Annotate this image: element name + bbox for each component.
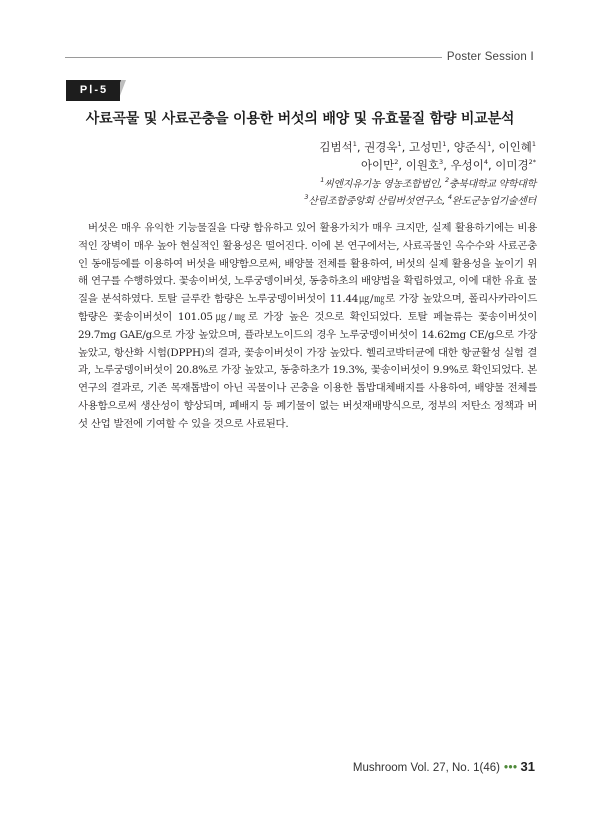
affiliation-mark: 2 bbox=[445, 176, 449, 184]
affiliation-mark: 4 bbox=[447, 193, 452, 201]
author-name: 이인혜 bbox=[498, 140, 532, 154]
author-line-2: 아이만$^2$, 이원호$^3$, 우성이$^4$, 이미경$^{2*}$ bbox=[360, 158, 536, 172]
page-number: 31 bbox=[520, 759, 535, 774]
author-affil-mark: 1 bbox=[531, 140, 536, 148]
affiliation-name: 충북대학교 약학대학 bbox=[448, 179, 536, 190]
page-footer bbox=[353, 759, 535, 774]
author-affil-mark: 1 bbox=[487, 140, 492, 148]
author-name: 권경욱 bbox=[364, 140, 398, 154]
paper-title: 사료곡물 및 사료곤충을 이용한 버섯의 배양 및 유효물질 함량 비교분석 bbox=[85, 111, 515, 127]
author-affil-mark: 1 bbox=[352, 140, 357, 148]
affiliation-line-1: $^1$씨엔지유기농 영농조합법인, $^2$충북대학교 약학대학 bbox=[320, 176, 536, 190]
author-name: 우성이 bbox=[450, 158, 484, 172]
abstract-body: 버섯은 매우 유익한 기능물질을 다량 함유하고 있어 활용가치가 매우 크지만, 실제 활용하기에는 비용적인 장벽이 매우 높아 현실적인 활용성은 떨어진다. 이에 본 연구에서는, 사료곡물인 옥수수와 사료곤충인 동애등에를 이용하여 버섯을 배양함으로써, 배양물 전체를 활용하여, 버섯의 실제 활용성을 높이기 위해 연구를 수행하였다. 꽃송이버섯, 노루궁뎅이버섯, 동충하초의 배양법을 확립하였고, 이에 대한 유효 물질을 분석하였다. 토탈 글루칸 함량은 노루궁뎅이버섯이 11.44㎍/㎎로 가장 높았으며, 폴리사카라이드 함량은 꽃송이버섯이 101.05㎍/㎎로 가장 높은 것으로 확인되었다. 토탈 페놀류는 꽃송이버섯이 29.7mg GAE/g으로 가장 높았으며, 플라보노이드의 경우 노루궁뎅이버섯이 14.62mg CE/g으로 가장 높았고, 항산화 시험(DPPH)의 결과, 꽃송이버섯이 가장 높았다. 헬리코박터균에 대한 항균활성 실험 결과, 노루궁뎅이버섯이 20.8%로 가장 높았고, 동충하초가 19.3%, 꽃송이버섯이 9.9%로 확인되었다. 본 연구의 결과로, 기존 목재톱밥이 아닌 곡물이나 곤충을 이용한 톱밥대체배지를 사용하여, 배양물 전체를 사용함으로써 생산성이 향상되며, 폐배지 등 폐기물이 없는 버섯재배방식으로, 정부의 저탄소 정책과 버섯 산업 발전에 기여할 수 있을 것으로 사료된다. bbox=[78, 222, 537, 430]
author-affil-mark: 2* bbox=[528, 158, 536, 166]
author-list bbox=[319, 138, 536, 174]
affiliation-name: 산림조합중앙회 산림버섯연구소 bbox=[308, 196, 443, 207]
author-affil-mark: 4 bbox=[483, 158, 488, 166]
affiliation-mark: 1 bbox=[320, 176, 325, 184]
author-name: 이원호 bbox=[405, 158, 440, 172]
affiliation-name: 완도군농업기술센터 bbox=[451, 196, 536, 207]
affiliation-mark: 3 bbox=[304, 193, 309, 201]
author-name: 고성민 bbox=[408, 140, 443, 154]
author-affil-mark: 1 bbox=[442, 140, 447, 148]
journal-citation: Mushroom Vol. 27, No. 1(46) bbox=[352, 762, 500, 774]
author-name: 이미경 bbox=[495, 158, 529, 172]
header-rule bbox=[65, 57, 442, 58]
affiliation-name: 씨엔지유기농 영농조합법인 bbox=[324, 179, 440, 190]
author-name: 양준식 bbox=[453, 140, 488, 154]
session-code-badge: PⅠ-5 bbox=[66, 80, 120, 101]
affiliation-list bbox=[304, 176, 536, 210]
author-name: 김범석 bbox=[319, 140, 353, 154]
author-line-1: 김범석$^1$, 권경욱$^1$, 고성민$^1$, 양준식$^1$, 이인혜$^1$ bbox=[319, 140, 536, 154]
affiliation-line-2: $^3$산림조합중앙회 산림버섯연구소, $^4$완도군농업기술센터 bbox=[304, 193, 536, 207]
author-name: 아이만 bbox=[360, 158, 395, 172]
author-affil-mark: 1 bbox=[397, 140, 402, 148]
running-header: Poster Session Ⅰ bbox=[446, 51, 534, 63]
ellipsis-dots-icon: ••• bbox=[503, 762, 518, 774]
author-affil-mark: 3 bbox=[439, 158, 444, 166]
author-affil-mark: 2 bbox=[394, 158, 399, 166]
